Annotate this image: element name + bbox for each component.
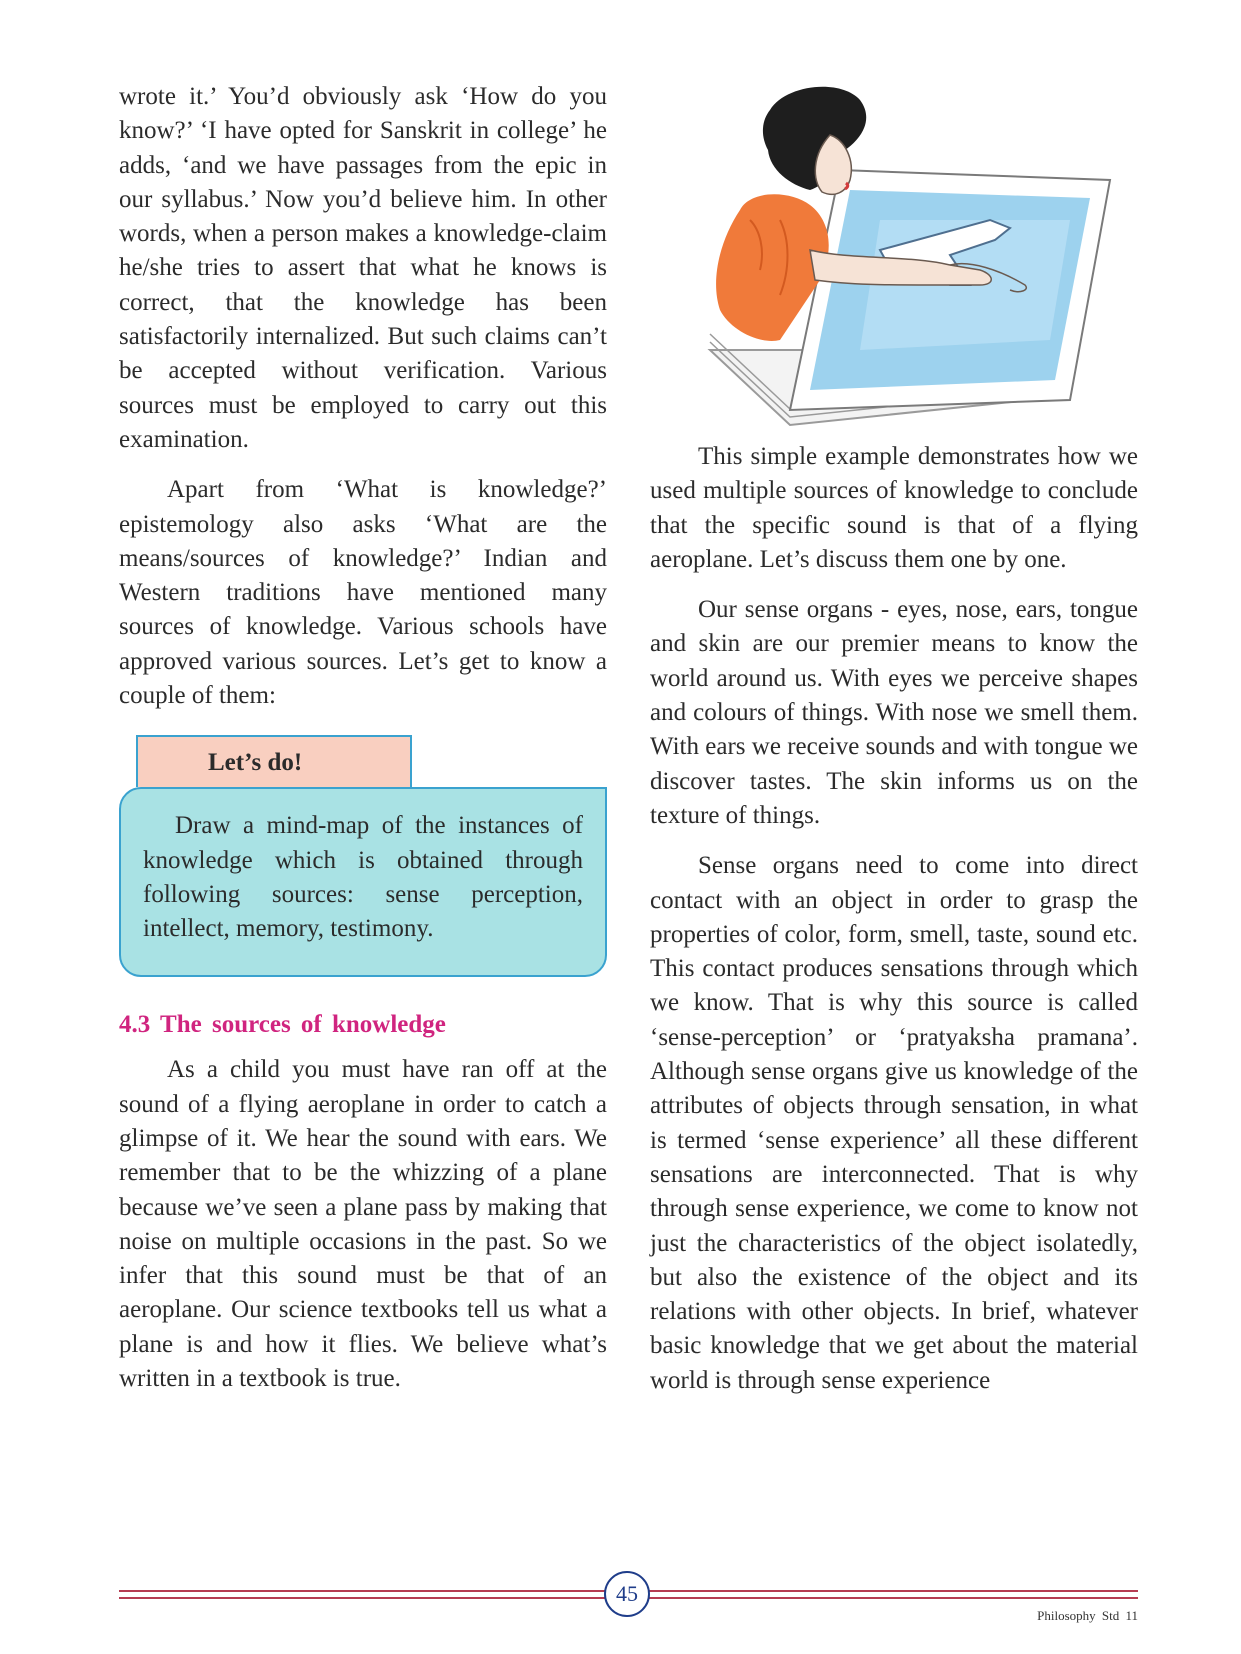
- left-paragraph-3: As a child you must have ran off at the sound of a flying aeroplane in order to catch a glimpse of it. We hear the sound with ears. We remember that to be the whizzing of a plane because we’ve seen a plane pass by making that noise on multiple occasions in the past. So we infer that this sound must be that of an aeroplane. Our science textbooks tell us what a plane is and how it flies. We believe what’s written in a textbook is true.: [119, 1056, 607, 1393]
- lets-do-text: Draw a mind-map of the instances of knowledge which is obtained through following sources: sense perception, intellect, memory, testimony.: [143, 812, 583, 943]
- section-heading: 4.3 The sources of knowledge: [119, 1011, 446, 1039]
- lets-do-content: [119, 787, 607, 977]
- lets-do-box: [119, 735, 607, 985]
- left-paragraph-1: wrote it.’ You’d obviously ask ‘How do you know?’ ‘I have opted for Sanskrit in college’ he adds, ‘and we have passages from the epic in our syllabus.’ Now you’d believe him. In other words, when a person makes a knowledge-claim he/she tries to assert that what he knows is correct, that the knowledge has been satisfactorily internalized. But such claims can’t be accepted without verification. Various sources must be employed to carry out this examination.: [119, 83, 607, 453]
- left-column: [119, 80, 607, 1412]
- left-paragraph-2: Apart from ‘What is knowledge?’ epistemology also asks ‘What are the means/sources of knowledge?’ Indian and Western traditions have mentioned many sources of knowledge. Various schools have approved various sources. Let’s get to know a couple of them:: [119, 476, 607, 710]
- book-title: Philosophy Std 11: [1037, 1608, 1138, 1623]
- right-paragraph-2: Our sense organs - eyes, nose, ears, tongue and skin are our premier means to know the world around us. With eyes we perceive shapes and colours of things. With nose we smell them. With ears we receive sounds and with tongue we discover tastes. The skin informs us on the texture of things.: [650, 596, 1138, 829]
- girl-with-book-illustration: [650, 80, 1138, 440]
- illustration-svg: [650, 80, 1138, 440]
- lets-do-title: Let’s do!: [136, 735, 412, 787]
- right-paragraph-3: Sense organs need to come into direct contact with an object in order to grasp the properties of color, form, smell, taste, sound etc. This contact produces sensations through which we know. That is why this source is called ‘sense-perception’ or ‘pratyaksha pramana’. Although sense organs give us knowledge of the attributes of objects through sensation, in what is termed ‘sense experience’ all these different sensations are interconnected. That is why through sense experience, we come to know not just the characteristics of the object isolatedly, but also the existence of the object and its relations with other objects. In brief, whatever basic knowledge that we get about the material world is through sense experience: [650, 852, 1138, 1394]
- page-number: 45: [604, 1571, 650, 1617]
- right-paragraph-1: This simple example demonstrates how we used multiple sources of knowledge to conclude that the specific sound is that of a flying aeroplane. Let’s discuss them one by one.: [650, 443, 1138, 573]
- right-column: [650, 80, 1138, 1414]
